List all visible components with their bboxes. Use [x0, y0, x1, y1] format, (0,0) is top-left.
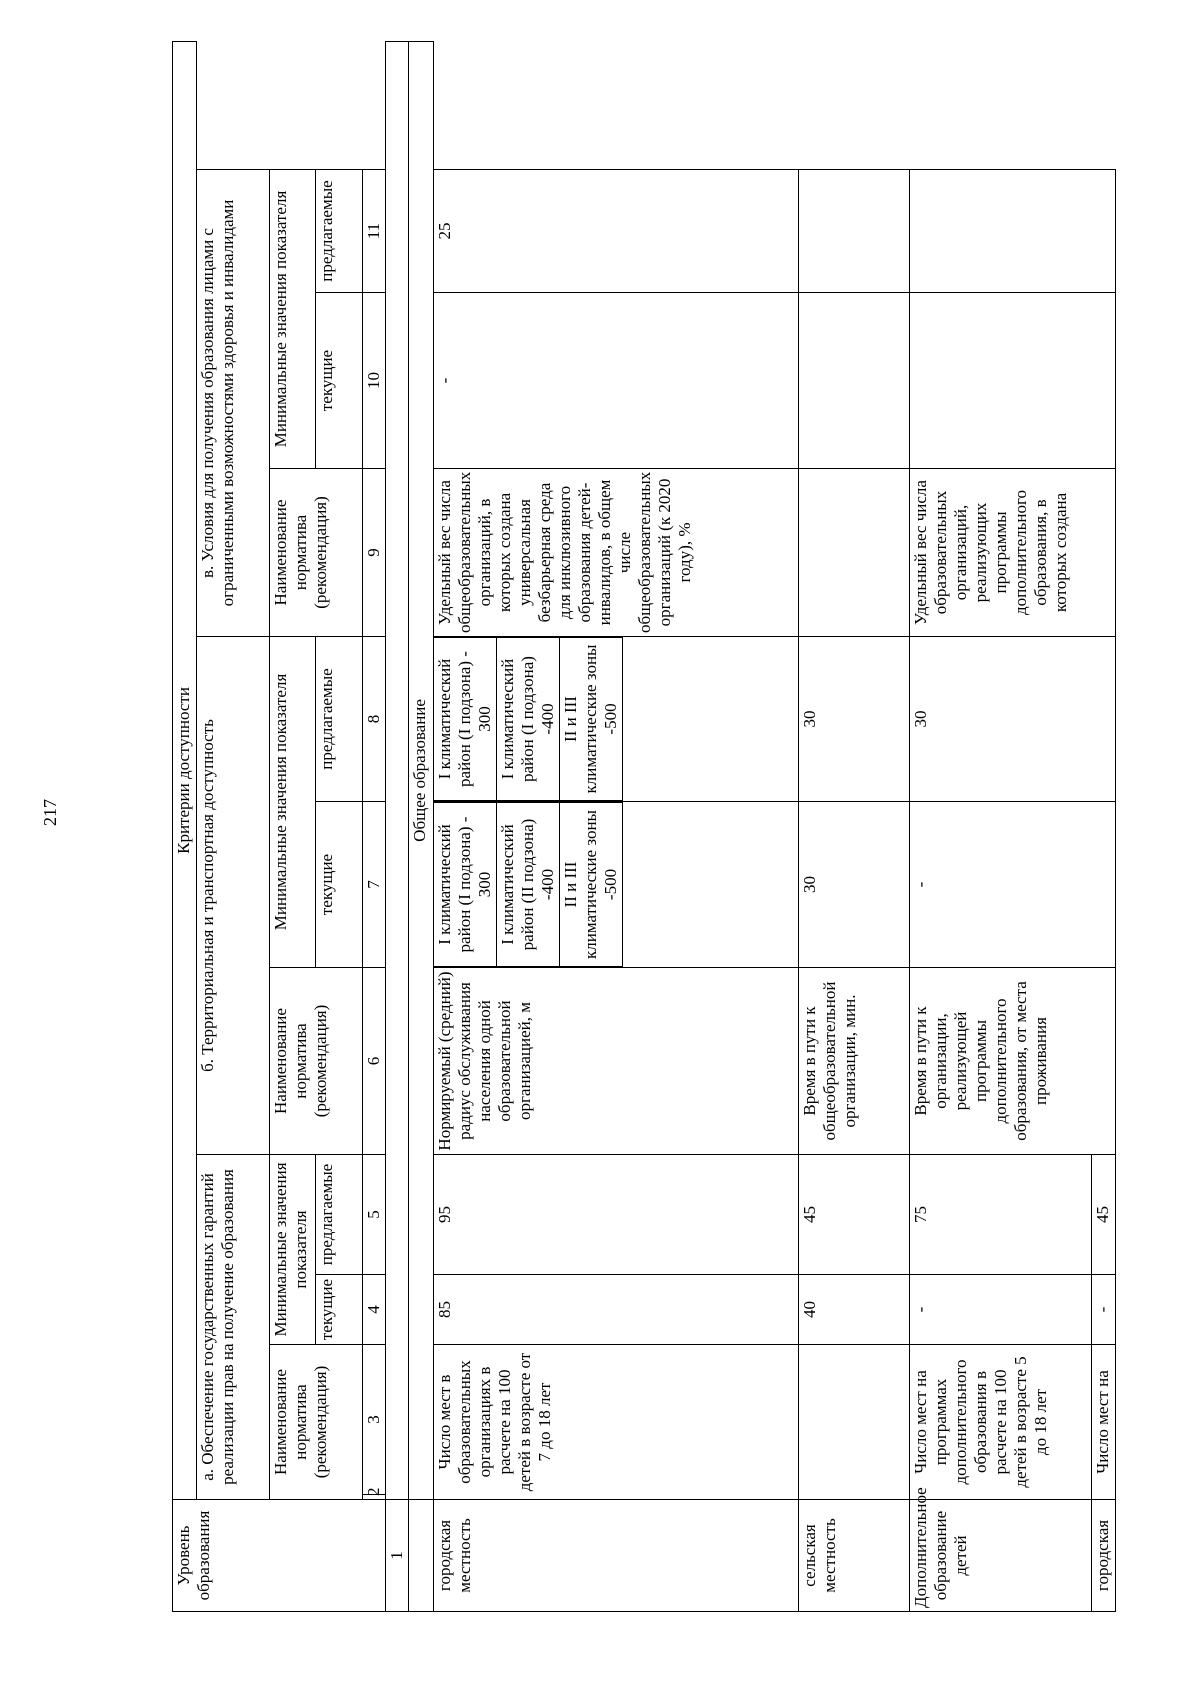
page-number: 217	[40, 799, 60, 826]
row-additional-a-name: Число мест на программах дополнительного образования в расчете на 100 детей в возрасте 5 до 18 лет	[910, 1345, 1092, 1500]
row-rural-a-current: 40	[798, 1275, 909, 1345]
header-a-proposed: предлагаемые	[316, 1155, 362, 1275]
zone-proposed-1: I климатический район (I подзона) - 300	[434, 638, 497, 801]
header-criteria: Критерии доступности	[173, 41, 197, 1499]
row-urban-b-name: Нормируемый (средний) радиус обслуживания населения одной образовательной организацией, м	[433, 968, 798, 1155]
col-number-1: 1	[386, 1500, 409, 1612]
header-group-b: б. Территориальная и транспортная доступность	[197, 637, 270, 1155]
row-rural-c-proposed	[798, 170, 909, 293]
zone-current-1: I климатический район (I подзона) - 300	[434, 803, 497, 967]
row-rural-c-current	[798, 293, 909, 469]
header-b-norm-name: Наименование норматива (рекомендация)	[269, 968, 362, 1155]
header-group-a: а. Обеспечение государственных гарантий реализации прав на получение образования	[197, 1155, 270, 1500]
row-rural-level: сельская местность	[798, 1500, 909, 1612]
col-number-9: 9	[362, 469, 385, 637]
row-rural-b-name: Время в пути к общеобразовательной организации, мин.	[798, 968, 909, 1155]
header-b-proposed: предлагаемые	[316, 637, 362, 802]
row-additional-c-proposed	[910, 170, 1116, 293]
col-number-11: 11	[362, 170, 385, 293]
row-additional-b-name: Время в пути к организации, реализующей программы дополнительного образования, от места проживания	[910, 968, 1116, 1155]
row-additional-a-proposed: 75	[910, 1155, 1092, 1275]
row-urban-level: городская местность	[433, 1500, 798, 1612]
header-a-current: текущие	[316, 1275, 362, 1345]
row-additional-a-current: -	[910, 1275, 1092, 1345]
row-urban-b-current	[433, 802, 798, 968]
col-number-10: 10	[362, 293, 385, 469]
zone-current-3: II и III климатические зоны -500	[559, 803, 622, 967]
row-rural-a-name	[798, 1345, 909, 1500]
row-urban-b-proposed	[433, 637, 798, 802]
col-number-7: 7	[362, 802, 385, 968]
accessibility-criteria-table	[172, 41, 1116, 1612]
zone-proposed-2: I климатический район (I подзона) -400	[496, 638, 559, 801]
header-a-min-values: Минимальные значения показателя	[269, 1155, 315, 1345]
header-c-current: текущие	[316, 293, 362, 469]
row-rural-b-current: 30	[798, 802, 909, 968]
row-urban-a-proposed: 95	[433, 1155, 798, 1275]
zone-current-2: I климатический район (II подзона) -400	[496, 803, 559, 967]
row-rural-b-proposed: 30	[798, 637, 909, 802]
row-additional-urban-a-name: Число мест на	[1091, 1345, 1115, 1500]
row-additional-urban-a-current: -	[1091, 1275, 1115, 1345]
header-group-c: в. Условия для получения образования лицами с ограниченными возможностями здоровья и инвалидами	[197, 170, 270, 637]
header-a-norm-name: Наименование норматива (рекомендация)	[269, 1345, 362, 1500]
row-urban-c-name: Удельный вес числа общеобразовательных организаций, в которых создана универсальная безбарьерная среда для инклюзивного образования детей-инвалидов, в общем числе общеобразовательных организаций (к 2020 году), %	[433, 469, 798, 637]
row-urban-b-current-zones	[434, 802, 623, 967]
row-urban-a-name: Число мест в образовательных организациях в расчете на 100 детей в возрасте от 7 до 18 лет	[433, 1345, 798, 1500]
row-additional-c-current	[910, 293, 1116, 469]
row-rural-c-name	[798, 469, 909, 637]
rotated-table-wrapper	[172, 42, 1116, 1612]
row-additional-b-current: -	[910, 802, 1116, 968]
header-b-current: текущие	[316, 802, 362, 968]
row-additional-urban-level: городская	[1091, 1500, 1115, 1612]
row-additional-b-proposed: 30	[910, 637, 1116, 802]
zone-proposed-3: II и III климатические зоны -500	[559, 638, 622, 801]
section-title: Общее образование	[409, 41, 433, 1499]
row-urban-b-proposed-zones	[434, 637, 623, 801]
row-additional-c-name: Удельный вес числа образовательных организаций, реализующих программы дополнительного образования, в которых создана	[910, 469, 1116, 637]
row-additional-urban-a-proposed: 45	[1091, 1155, 1115, 1275]
col-number-4: 4	[362, 1275, 385, 1345]
row-additional-level: Дополнительное образование детей	[910, 1500, 1092, 1612]
col-number-2: 2	[362, 1495, 385, 1500]
header-c-proposed: предлагаемые	[316, 170, 362, 293]
row-urban-a-current: 85	[433, 1275, 798, 1345]
col-number-8: 8	[362, 637, 385, 802]
row-urban-c-proposed: 25	[433, 170, 798, 293]
header-c-norm-name: Наименование норматива (рекомендация)	[269, 469, 362, 637]
col-number-5: 5	[362, 1155, 385, 1275]
header-gap-row	[386, 41, 409, 1499]
row-urban-c-current: -	[433, 293, 798, 469]
header-level: Уровень образования	[173, 1500, 386, 1612]
col-number-3: 3	[362, 1345, 385, 1495]
header-b-min-values: Минимальные значения показателя	[269, 637, 315, 968]
col-number-6: 6	[362, 968, 385, 1155]
section-level-gap	[409, 1500, 433, 1612]
row-rural-a-proposed: 45	[798, 1155, 909, 1275]
header-c-min-values: Минимальные значения показателя	[269, 170, 315, 469]
